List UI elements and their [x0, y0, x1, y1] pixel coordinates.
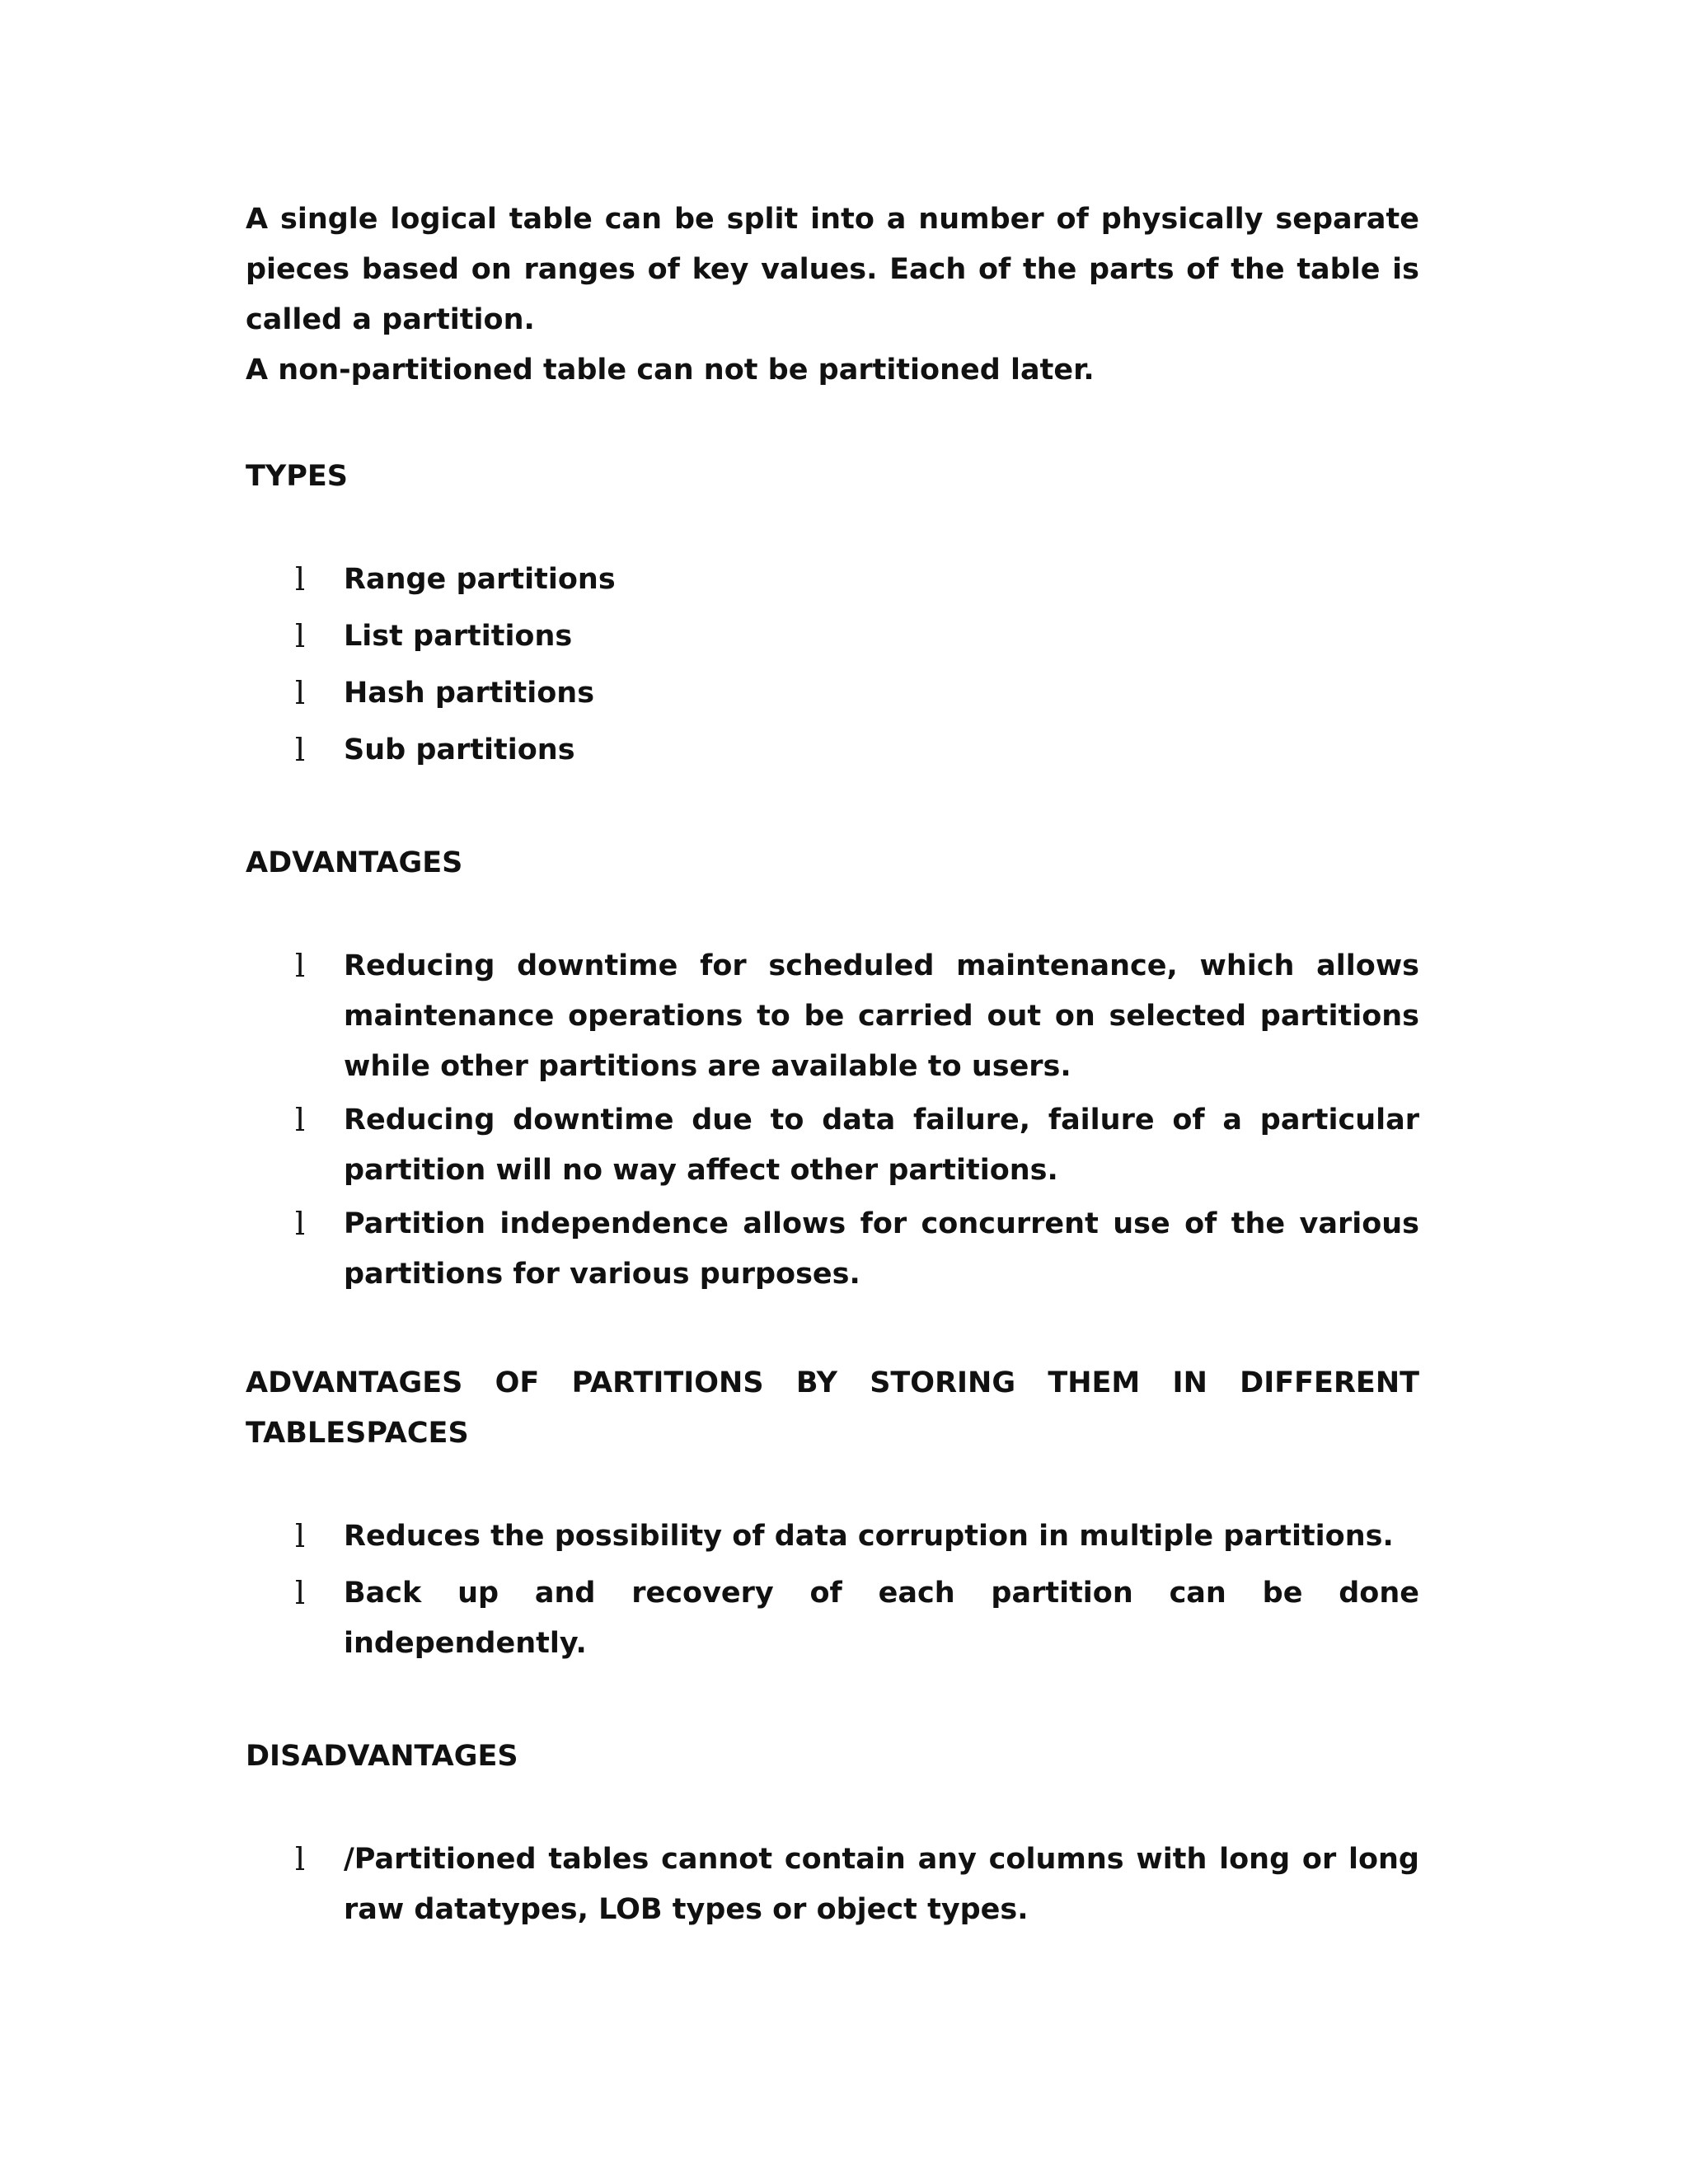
- list-item-text: Reducing downtime due to data failure, failure of a particular partition will no way affect other partitions.: [344, 1104, 1419, 1187]
- disadvantages-heading: DISADVANTAGES: [246, 1740, 518, 1773]
- list-item-text: Hash partitions: [344, 677, 595, 710]
- bullet-icon: l: [295, 732, 306, 768]
- list-item-text: List partitions: [344, 620, 573, 653]
- list-item: [246, 1568, 1419, 1669]
- list-item-text: Reducing downtime for scheduled maintenance, which allows maintenance operations to be carried out on selected partitions while other partitions are available to users.: [344, 949, 1419, 1083]
- list-item-text: Sub partitions: [344, 733, 575, 766]
- list-item-text: /Partitioned tables cannot contain any columns with long or long raw datatypes, LOB types or object types.: [344, 1843, 1419, 1926]
- types-list: [246, 555, 1419, 776]
- bullet-icon: l: [295, 1102, 306, 1138]
- list-item-text: Back up and recovery of each partition can be done independently.: [344, 1577, 1419, 1660]
- list-item: [246, 1835, 1419, 1935]
- bullet-icon: l: [295, 1575, 306, 1611]
- advantages-heading: ADVANTAGES: [246, 846, 463, 879]
- list-item-text: Reduces the possibility of data corruption in multiple partitions.: [344, 1520, 1394, 1553]
- tablespaces-heading: ADVANTAGES OF PARTITIONS BY STORING THEM IN DIFFERENT TABLESPACES: [246, 1366, 1419, 1450]
- list-item: [246, 612, 1419, 662]
- bullet-icon: l: [295, 675, 306, 711]
- intro-paragraph: A single logical table can be split into a number of physically separate pieces based on ranges of key values. Each of the parts of the table is called a partition.: [246, 203, 1419, 336]
- disadvantages-list: [246, 1835, 1419, 1935]
- list-item: [246, 1095, 1419, 1196]
- list-item: [246, 725, 1419, 776]
- list-item-text: Partition independence allows for concurrent use of the various partitions for various purposes.: [344, 1207, 1419, 1291]
- intro-note: A non-partitioned table can not be partitioned later.: [246, 354, 1095, 387]
- bullet-icon: l: [295, 1518, 306, 1554]
- document-body: [246, 194, 1419, 1938]
- list-item: [246, 668, 1419, 719]
- list-item: [246, 1511, 1419, 1562]
- bullet-icon: l: [295, 1206, 306, 1242]
- bullet-icon: l: [295, 561, 306, 598]
- list-item: [246, 1199, 1419, 1300]
- advantages-list: [246, 941, 1419, 1300]
- tablespaces-list: [246, 1511, 1419, 1669]
- bullet-icon: l: [295, 618, 306, 654]
- list-item: [246, 555, 1419, 605]
- bullet-icon: l: [295, 948, 306, 984]
- list-item: [246, 941, 1419, 1092]
- list-item-text: Range partitions: [344, 563, 616, 596]
- bullet-icon: l: [295, 1841, 306, 1877]
- types-heading: TYPES: [246, 460, 348, 493]
